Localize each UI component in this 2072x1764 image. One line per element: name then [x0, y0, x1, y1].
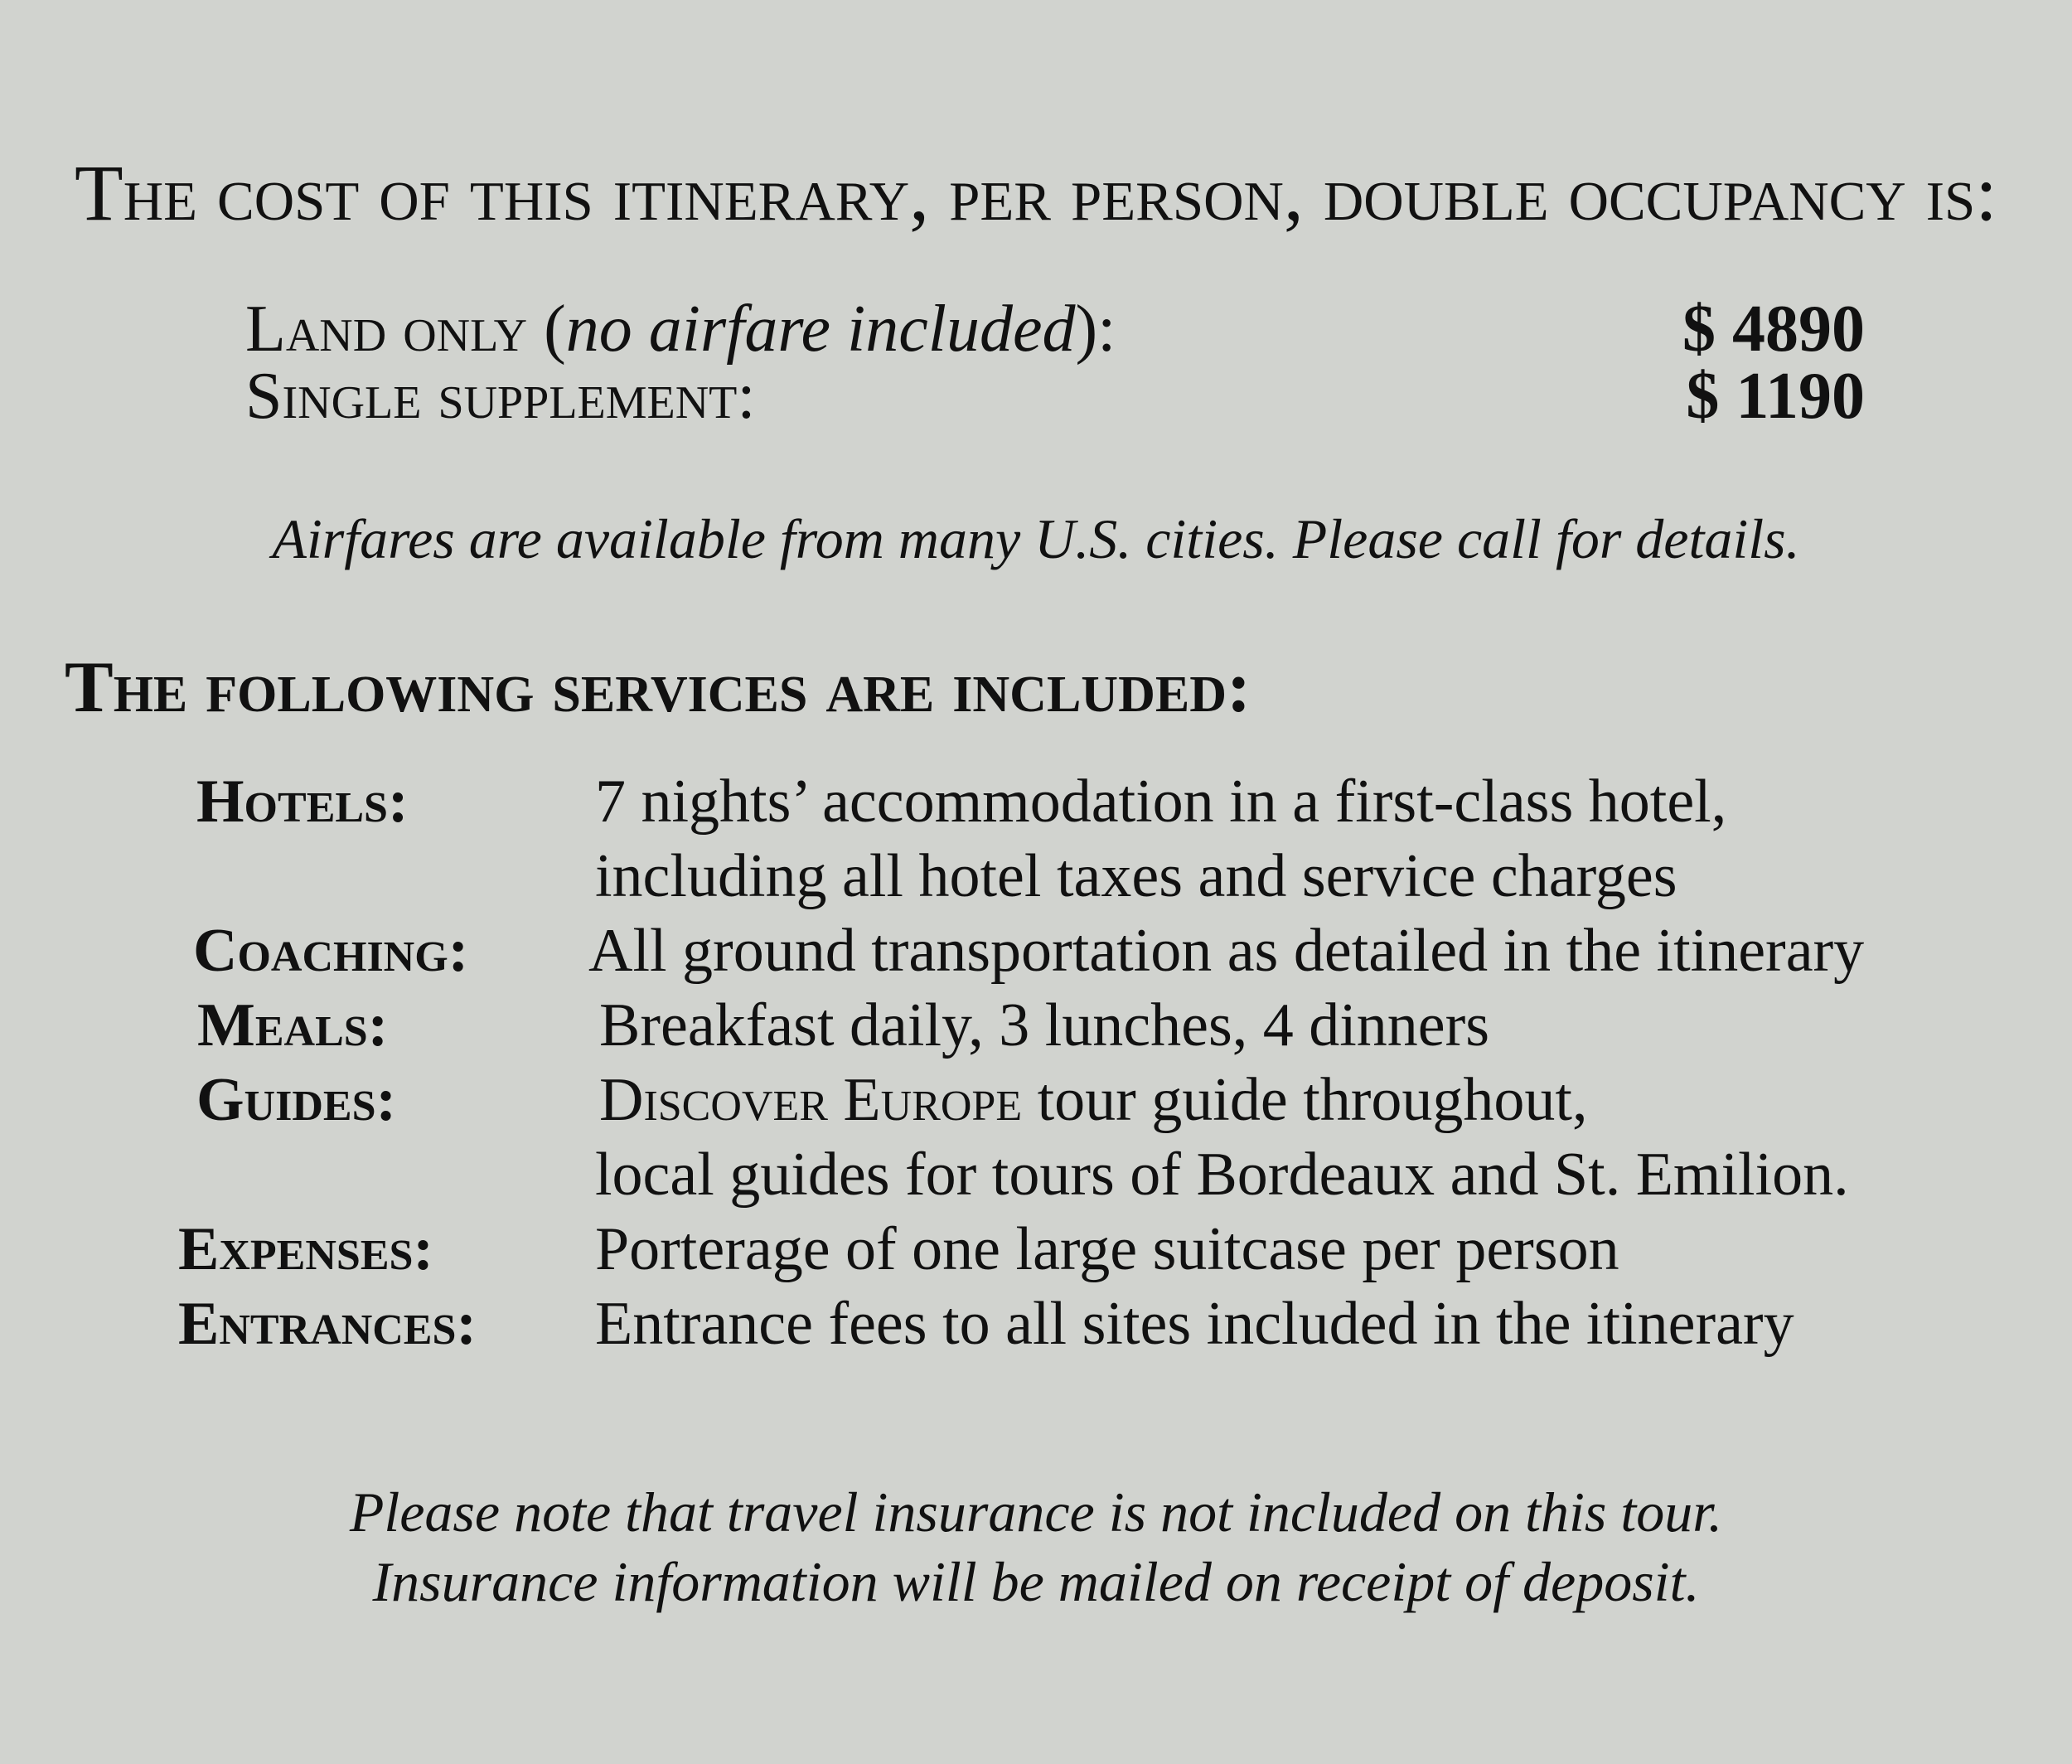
land-label-italic: no airfare included	[565, 293, 1076, 366]
airfare-note: Airfares are available from many U.S. cities. Please call for details.	[272, 507, 1800, 570]
service-desc-guides-line2: local guides for tours of Bordeaux and St. Emilion.	[595, 1141, 1849, 1209]
service-label-hotels: Hotels:	[196, 768, 409, 836]
service-label-coaching: Coaching:	[193, 917, 469, 985]
service-label-entrances: Entrances:	[178, 1290, 477, 1358]
insurance-note: Please note that travel insurance is not included on this tour.	[349, 1480, 1723, 1544]
insurance-info-note: Insurance information will be mailed on receipt of deposit.	[372, 1550, 1700, 1613]
service-desc-hotels-line1: 7 nights’ accommodation in a first-class hotel,	[595, 768, 1727, 836]
service-desc-meals: Breakfast daily, 3 lunches, 4 dinners	[599, 991, 1490, 1059]
service-desc-hotels-line2: including all hotel taxes and service charges	[595, 842, 1677, 910]
service-desc-entrances: Entrance fees to all sites included in the itinerary	[595, 1290, 1794, 1358]
brand-discover-europe: Discover Europe	[599, 1066, 1023, 1134]
price-value-land-only: $ 4890	[1682, 293, 1865, 366]
service-label-expenses: Expenses:	[178, 1215, 434, 1283]
services-heading: The following services are included:	[65, 647, 1251, 728]
land-label-suffix: ):	[1075, 293, 1116, 366]
price-value-single-supplement: $ 1190	[1686, 360, 1865, 433]
service-desc-coaching: All ground transportation as detailed in the itinerary	[588, 917, 1865, 985]
service-label-meals: Meals:	[197, 991, 389, 1059]
service-desc-guides-line1	[599, 1063, 1587, 1137]
price-label-single-supplement: Single supplement:	[245, 360, 756, 433]
cost-heading: The cost of this itinerary, per person, double occupancy is:	[75, 148, 1997, 237]
service-desc-expenses: Porterage of one large suitcase per person	[595, 1215, 1619, 1283]
land-label-prefix: Land only (	[245, 293, 566, 366]
price-label-land-only	[245, 292, 1116, 366]
service-label-guides: Guides:	[196, 1066, 397, 1134]
guides-line1-rest: tour guide throughout,	[1022, 1066, 1588, 1134]
